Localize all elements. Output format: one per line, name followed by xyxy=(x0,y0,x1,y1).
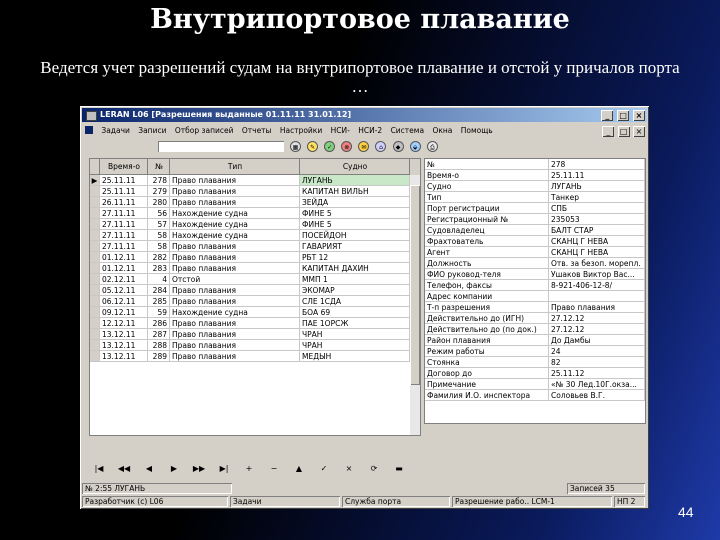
property-label: Порт регистрации xyxy=(425,203,549,214)
grid-header-vessel[interactable]: Судно xyxy=(300,159,410,175)
grid-header-indicator xyxy=(90,159,100,175)
window-titlebar[interactable] xyxy=(82,108,647,122)
property-value[interactable]: БАЛТ СТАР xyxy=(549,225,645,236)
status-port-service: Служба порта xyxy=(342,496,450,507)
property-row xyxy=(425,313,645,324)
property-value[interactable]: Отв. за безоп. морепл. xyxy=(549,258,645,269)
cell-type[interactable]: Право плавания xyxy=(170,186,300,197)
window-title: LERAN L06 [Разрешения выданные 01.11.11 31.01.12] xyxy=(100,110,352,119)
cell-date[interactable]: 09.12.11 xyxy=(100,307,148,318)
property-value[interactable] xyxy=(549,291,645,302)
nav-edit-button[interactable]: ▲ xyxy=(295,464,303,473)
grid-header-date[interactable]: Время-о xyxy=(100,159,148,175)
cell-type[interactable]: Нахождение судна xyxy=(170,219,300,230)
cell-type[interactable]: Нахождение судна xyxy=(170,208,300,219)
grid-header xyxy=(90,159,420,175)
row-indicator[interactable] xyxy=(90,219,100,230)
property-label: Действительно до (ИГН) xyxy=(425,313,549,324)
cell-vessel[interactable]: ЛУГАНЬ xyxy=(300,175,410,186)
cell-vessel[interactable]: МЕДЫН xyxy=(300,351,410,362)
cell-number[interactable]: 4 xyxy=(148,274,170,285)
cell-date[interactable]: 27.11.11 xyxy=(100,241,148,252)
cell-type[interactable]: Право плавания xyxy=(170,285,300,296)
grid-icon[interactable]: ▦ xyxy=(290,141,301,152)
nav-delete-button[interactable]: − xyxy=(270,464,278,473)
property-value[interactable]: 27.12.12 xyxy=(549,324,645,335)
print-icon[interactable]: ⎙ xyxy=(427,141,438,152)
cell-number[interactable]: 58 xyxy=(148,230,170,241)
cell-number[interactable]: 289 xyxy=(148,351,170,362)
row-indicator[interactable] xyxy=(90,274,100,285)
cell-vessel[interactable]: ГАВАРИЯТ xyxy=(300,241,410,252)
close-button[interactable]: × xyxy=(633,110,645,121)
property-label: Действительно до (по док.) xyxy=(425,324,549,335)
table-row[interactable] xyxy=(90,208,410,219)
cell-type[interactable]: Право плавания xyxy=(170,197,300,208)
nav-clear-button[interactable]: ▬ xyxy=(395,464,403,473)
property-row xyxy=(425,225,645,236)
grid-header-number[interactable]: № xyxy=(148,159,170,175)
slide-subtitle: Ведется учет разрешений судам на внутрипортовое плавание и отстой у причалов порта … xyxy=(40,58,680,96)
cell-date[interactable]: 13.12.11 xyxy=(100,329,148,340)
property-row xyxy=(425,192,645,203)
child-minimize-button[interactable]: _ xyxy=(602,126,614,137)
cell-number[interactable]: 285 xyxy=(148,296,170,307)
property-row xyxy=(425,247,645,258)
cell-number[interactable]: 279 xyxy=(148,186,170,197)
cell-type[interactable]: Право плавания xyxy=(170,340,300,351)
table-row[interactable] xyxy=(90,186,410,197)
menu-reports[interactable]: Отчеты xyxy=(241,126,272,135)
property-label: Тип xyxy=(425,192,549,203)
row-indicator[interactable] xyxy=(90,307,100,318)
property-row xyxy=(425,291,645,302)
filter-icon[interactable]: ⬙ xyxy=(410,141,421,152)
cell-vessel[interactable]: БОА 69 xyxy=(300,307,410,318)
cell-type[interactable]: Право плавания xyxy=(170,329,300,340)
cell-number[interactable]: 286 xyxy=(148,318,170,329)
property-value[interactable]: До Дамбы xyxy=(549,335,645,346)
status-bar xyxy=(82,482,647,508)
cell-type[interactable]: Право плавания xyxy=(170,175,300,186)
nav-insert-button[interactable]: + xyxy=(245,464,253,473)
property-label: ФИО руковод-теля xyxy=(425,269,549,280)
cell-date[interactable]: 25.11.11 xyxy=(100,175,148,186)
property-label: Район плавания xyxy=(425,335,549,346)
property-row xyxy=(425,203,645,214)
property-row xyxy=(425,302,645,313)
property-row xyxy=(425,379,645,390)
cell-date[interactable]: 02.12.11 xyxy=(100,274,148,285)
app-window xyxy=(80,106,649,509)
system-menu-icon[interactable] xyxy=(85,126,93,134)
menu-system[interactable]: Система xyxy=(390,126,425,135)
property-label: Примечание xyxy=(425,379,549,390)
property-label: Агент xyxy=(425,247,549,258)
property-value[interactable]: СПБ xyxy=(549,203,645,214)
property-value[interactable]: «№ 30 Лед.10Г.окза... xyxy=(549,379,645,390)
nav-cancel-button[interactable]: × xyxy=(345,464,353,473)
row-indicator[interactable] xyxy=(90,208,100,219)
cell-date[interactable]: 27.11.11 xyxy=(100,230,148,241)
table-row[interactable] xyxy=(90,197,410,208)
row-indicator[interactable] xyxy=(90,329,100,340)
property-label: Регистрационный № xyxy=(425,214,549,225)
row-indicator[interactable] xyxy=(90,340,100,351)
cell-date[interactable]: 05.12.11 xyxy=(100,285,148,296)
property-value[interactable]: Ушаков Виктор Вас... xyxy=(549,269,645,280)
property-row xyxy=(425,159,645,170)
cell-type[interactable]: Право плавания xyxy=(170,263,300,274)
menu-help[interactable]: Помощь xyxy=(460,126,493,135)
property-row xyxy=(425,258,645,269)
property-value[interactable]: 24 xyxy=(549,346,645,357)
cell-number[interactable]: 284 xyxy=(148,285,170,296)
cell-vessel[interactable]: РБТ 12 xyxy=(300,252,410,263)
table-row[interactable] xyxy=(90,351,410,362)
cell-vessel[interactable]: ЧРАН xyxy=(300,340,410,351)
cell-date[interactable]: 27.11.11 xyxy=(100,219,148,230)
cell-date[interactable]: 01.12.11 xyxy=(100,263,148,274)
property-label: Фрахтователь xyxy=(425,236,549,247)
cell-number[interactable]: 287 xyxy=(148,329,170,340)
table-row[interactable] xyxy=(90,318,410,329)
cell-vessel[interactable]: ФИНЕ 5 xyxy=(300,219,410,230)
maximize-button[interactable]: □ xyxy=(617,110,629,121)
cell-vessel[interactable]: ПОСЕЙДОН xyxy=(300,230,410,241)
toolbar xyxy=(82,139,647,155)
property-label: Стоянка xyxy=(425,357,549,368)
property-value[interactable]: СКАНЦ Г НЕВА xyxy=(549,247,645,258)
record-navigator xyxy=(89,462,419,476)
nav-refresh-button[interactable]: ⟳ xyxy=(370,464,378,473)
row-indicator[interactable] xyxy=(90,351,100,362)
property-label: Договор до xyxy=(425,368,549,379)
property-row xyxy=(425,280,645,291)
cell-number[interactable]: 56 xyxy=(148,208,170,219)
row-indicator[interactable] xyxy=(90,263,100,274)
property-row xyxy=(425,346,645,357)
search-input[interactable] xyxy=(158,141,284,152)
property-label: Т-п разрешения xyxy=(425,302,549,313)
table-row[interactable] xyxy=(90,274,410,285)
table-row[interactable] xyxy=(90,219,410,230)
cell-date[interactable]: 13.12.11 xyxy=(100,351,148,362)
status-record: № 2:55 ЛУГАНЬ xyxy=(82,483,232,494)
property-value[interactable]: 82 xyxy=(549,357,645,368)
nav-next-page-button[interactable]: ▶▶ xyxy=(192,464,206,473)
property-value[interactable]: Танкер xyxy=(549,192,645,203)
cell-date[interactable]: 12.12.11 xyxy=(100,318,148,329)
table-row[interactable] xyxy=(90,230,410,241)
cell-number[interactable]: 58 xyxy=(148,241,170,252)
property-label: Должность xyxy=(425,258,549,269)
cell-vessel[interactable]: ЧРАН xyxy=(300,329,410,340)
property-row xyxy=(425,181,645,192)
nav-post-button[interactable]: ✓ xyxy=(320,464,328,473)
row-indicator[interactable] xyxy=(90,186,100,197)
grid-scrollbar[interactable] xyxy=(410,175,420,435)
property-value[interactable]: 27.12.12 xyxy=(549,313,645,324)
property-row xyxy=(425,368,645,379)
cell-number[interactable]: 280 xyxy=(148,197,170,208)
property-row xyxy=(425,214,645,225)
cell-vessel[interactable]: ММП 1 xyxy=(300,274,410,285)
menu-records[interactable]: Записи xyxy=(138,126,167,135)
property-value[interactable]: 25.11.11 xyxy=(549,170,645,181)
nav-next-button[interactable]: ▶ xyxy=(170,464,178,473)
property-label: Фамилия И.О. инспектора xyxy=(425,390,549,401)
cell-number[interactable]: 288 xyxy=(148,340,170,351)
tool-icon[interactable]: ◆ xyxy=(393,141,404,152)
cell-type[interactable]: Право плавания xyxy=(170,318,300,329)
property-label: Судно xyxy=(425,181,549,192)
menu-settings[interactable]: Настройки xyxy=(279,126,323,135)
row-indicator[interactable] xyxy=(90,296,100,307)
cell-number[interactable]: 59 xyxy=(148,307,170,318)
cell-vessel[interactable]: ПАЕ 1ОРСЖ xyxy=(300,318,410,329)
status-developer: Разработчик (с) L06 xyxy=(82,496,228,507)
cell-vessel[interactable]: КАПИТАН ДАХИН xyxy=(300,263,410,274)
cell-number[interactable]: 278 xyxy=(148,175,170,186)
cell-number[interactable]: 57 xyxy=(148,219,170,230)
property-label: № xyxy=(425,159,549,170)
property-value[interactable]: 235053 xyxy=(549,214,645,225)
row-indicator[interactable] xyxy=(90,285,100,296)
nav-last-button[interactable]: ▶| xyxy=(219,464,229,473)
menu-nsi2[interactable]: НСИ-2 xyxy=(358,126,383,135)
menu-bar xyxy=(82,124,647,137)
property-label: Адрес компании xyxy=(425,291,549,302)
nav-prev-button[interactable]: ◀ xyxy=(145,464,153,473)
cell-type[interactable]: Право плавания xyxy=(170,241,300,252)
property-row xyxy=(425,170,645,181)
property-value[interactable]: ЛУГАНЬ xyxy=(549,181,645,192)
cell-date[interactable]: 27.11.11 xyxy=(100,208,148,219)
cell-date[interactable]: 13.12.11 xyxy=(100,340,148,351)
property-value[interactable]: 8-921-406-12-8/ xyxy=(549,280,645,291)
nav-first-button[interactable]: |◀ xyxy=(94,464,104,473)
property-value[interactable]: 25.11.12 xyxy=(549,368,645,379)
property-row xyxy=(425,357,645,368)
grid-header-type[interactable]: Тип xyxy=(170,159,300,175)
page-number: 44 xyxy=(678,504,694,520)
menu-windows[interactable]: Окна xyxy=(432,126,453,135)
property-value[interactable]: Соловьев В.Г. xyxy=(549,390,645,401)
property-label: Судовладелец xyxy=(425,225,549,236)
row-indicator[interactable]: ▶ xyxy=(90,175,100,186)
cell-vessel[interactable]: КАПИТАН ВИЛЬН xyxy=(300,186,410,197)
cell-vessel[interactable]: ЗЕЙДА xyxy=(300,197,410,208)
child-close-button[interactable]: × xyxy=(633,126,645,137)
cell-date[interactable]: 25.11.11 xyxy=(100,186,148,197)
table-row[interactable] xyxy=(90,329,410,340)
menu-nsi1[interactable]: НСИ- xyxy=(330,126,350,135)
cancel-icon[interactable]: ⊗ xyxy=(341,141,352,152)
table-row[interactable] xyxy=(90,175,410,186)
status-tasks: Задачи xyxy=(230,496,340,507)
cell-date[interactable]: 06.12.11 xyxy=(100,296,148,307)
property-row xyxy=(425,335,645,346)
cell-type[interactable]: Право плавания xyxy=(170,296,300,307)
cell-type[interactable]: Отстой xyxy=(170,274,300,285)
row-indicator[interactable] xyxy=(90,252,100,263)
table-row[interactable] xyxy=(90,296,410,307)
cell-number[interactable]: 282 xyxy=(148,252,170,263)
cell-type[interactable]: Нахождение судна xyxy=(170,307,300,318)
property-label: Телефон, факсы xyxy=(425,280,549,291)
details-panel xyxy=(424,158,646,424)
cell-type[interactable]: Право плавания xyxy=(170,252,300,263)
row-indicator[interactable] xyxy=(90,230,100,241)
menu-filter[interactable]: Отбор записей xyxy=(174,126,234,135)
table-row[interactable] xyxy=(90,340,410,351)
property-label: Режим работы xyxy=(425,346,549,357)
cell-type[interactable]: Нахождение судна xyxy=(170,230,300,241)
cell-type[interactable]: Право плавания xyxy=(170,351,300,362)
home-icon[interactable]: ⌂ xyxy=(375,141,386,152)
table-row[interactable] xyxy=(90,263,410,274)
property-row xyxy=(425,390,645,401)
apply-icon[interactable]: ✓ xyxy=(324,141,335,152)
cell-date[interactable]: 26.11.11 xyxy=(100,197,148,208)
menu-tasks[interactable]: Задачи xyxy=(101,126,130,135)
cell-vessel[interactable]: СЛЕ 1СДА xyxy=(300,296,410,307)
slide-title: Внутрипортовое плавание xyxy=(150,4,570,35)
cell-date[interactable]: 01.12.11 xyxy=(100,252,148,263)
property-value[interactable]: Право плавания xyxy=(549,302,645,313)
minimize-button[interactable]: _ xyxy=(601,110,613,121)
records-grid xyxy=(89,158,421,436)
cell-vessel[interactable]: ФИНЕ 5 xyxy=(300,208,410,219)
child-restore-button[interactable]: □ xyxy=(618,126,630,137)
property-row xyxy=(425,269,645,280)
table-row[interactable] xyxy=(90,252,410,263)
app-icon xyxy=(86,111,97,121)
status-count: Записей 35 xyxy=(567,483,645,494)
property-label: Время-о xyxy=(425,170,549,181)
nav-prev-page-button[interactable]: ◀◀ xyxy=(117,464,131,473)
cell-number[interactable]: 283 xyxy=(148,263,170,274)
property-value[interactable]: 278 xyxy=(549,159,645,170)
property-row xyxy=(425,236,645,247)
mail-icon[interactable]: ✉ xyxy=(358,141,369,152)
property-value[interactable]: СКАНЦ Г НЕВА xyxy=(549,236,645,247)
status-module: Разрешение рабо.. LCM-1 xyxy=(452,496,612,507)
property-row xyxy=(425,324,645,335)
status-version: НП 2 xyxy=(614,496,645,507)
table-row[interactable] xyxy=(90,241,410,252)
table-row[interactable] xyxy=(90,285,410,296)
row-indicator[interactable] xyxy=(90,197,100,208)
grid-scroll-thumb[interactable] xyxy=(410,185,420,385)
edit-icon[interactable]: ✎ xyxy=(307,141,318,152)
row-indicator[interactable] xyxy=(90,318,100,329)
row-indicator[interactable] xyxy=(90,241,100,252)
table-row[interactable] xyxy=(90,307,410,318)
cell-vessel[interactable]: ЭКОМАР xyxy=(300,285,410,296)
